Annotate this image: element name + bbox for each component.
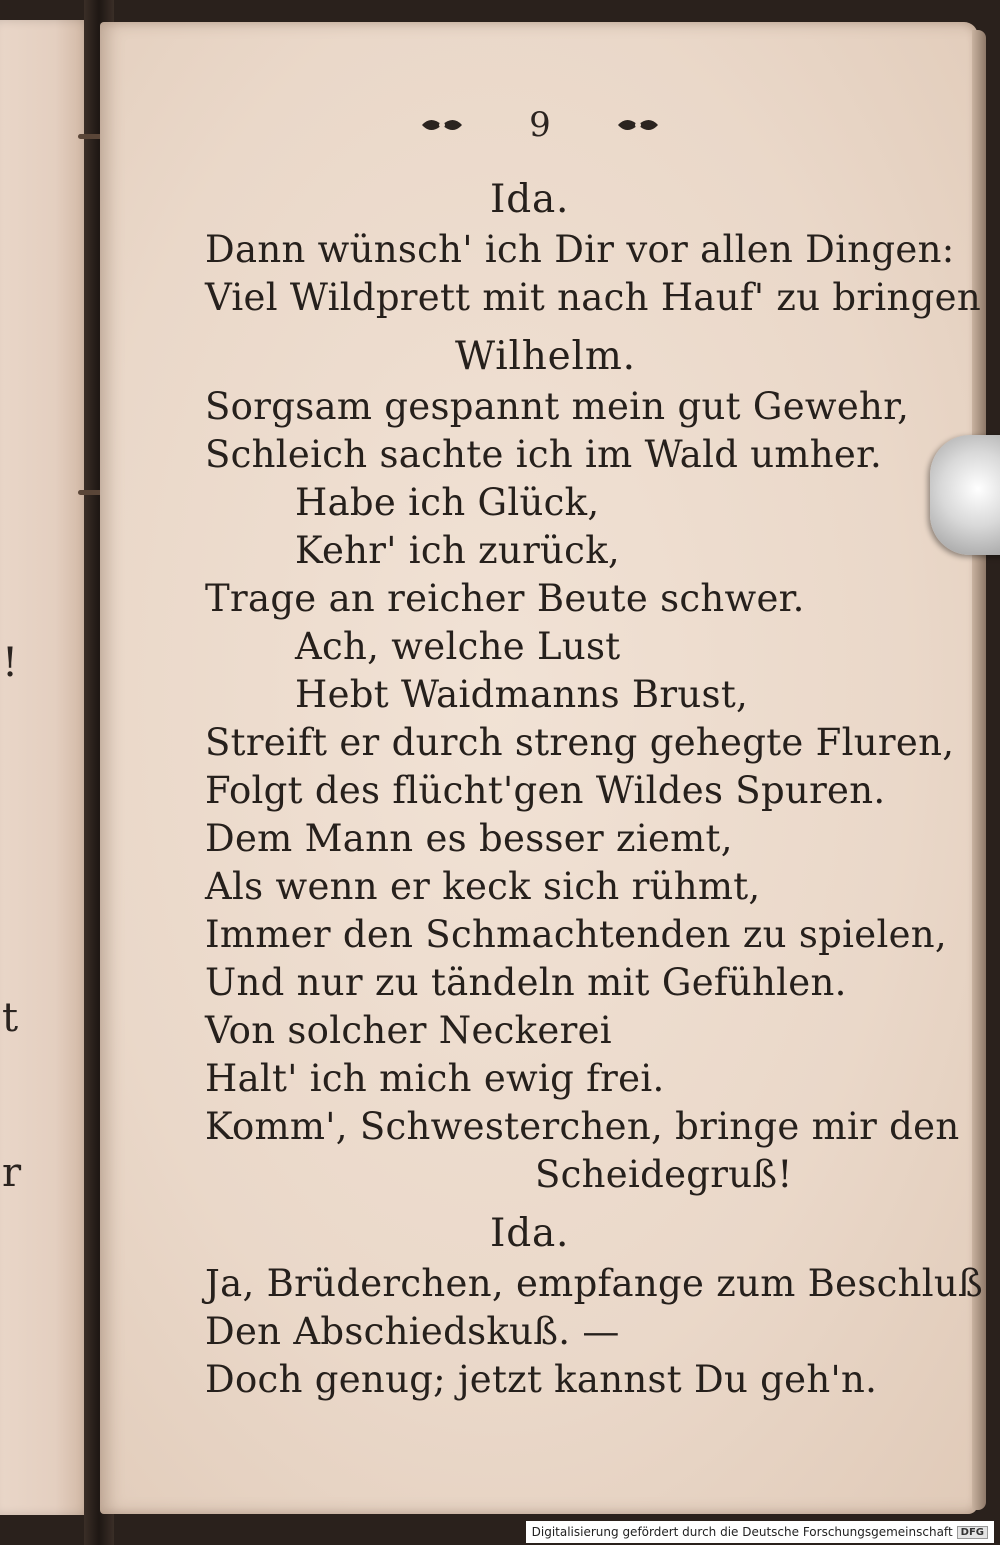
- page-header: [420, 100, 660, 150]
- verse-line: Den Abschiedskuß. —: [205, 1310, 620, 1353]
- verse-line: Als wenn er keck sich rühmt,: [205, 865, 761, 908]
- verse-line: Kehr' ich zurück,: [295, 529, 620, 572]
- fleuron-icon: [616, 114, 660, 136]
- verse-line: Schleich sachte ich im Wald umher.: [205, 433, 883, 476]
- page-number: 9: [529, 105, 551, 145]
- page-fragment: t: [2, 995, 19, 1041]
- verse-line: Halt' ich mich ewig frei.: [205, 1057, 665, 1100]
- verse-line: Dann wünsch' ich Dir vor allen Dingen:: [205, 228, 955, 271]
- verse-line: Komm', Schwesterchen, bringe mir den: [205, 1105, 960, 1148]
- verse-line: Dem Mann es besser ziemt,: [205, 817, 733, 860]
- page-fragment: !: [2, 640, 19, 686]
- page-fragment: r: [2, 1150, 22, 1196]
- verse-line: Hebt Waidmanns Brust,: [295, 673, 749, 716]
- verse-line: Folgt des flücht'gen Wildes Spuren.: [205, 769, 886, 812]
- digitization-credit: [526, 1521, 994, 1543]
- verse-line: Viel Wildprett mit nach Hauf' zu bringen: [205, 276, 981, 319]
- speaker-name: Wilhelm.: [455, 334, 636, 379]
- verse-line: Scheidegruß!: [535, 1153, 793, 1196]
- fleuron-icon: [420, 114, 464, 136]
- speaker-name: Ida.: [490, 1211, 570, 1256]
- previous-page-edge: [0, 20, 92, 1515]
- verse-line: Sorgsam gespannt mein gut Gewehr,: [205, 385, 910, 428]
- verse-line: Immer den Schmachtenden zu spielen,: [205, 913, 947, 956]
- verse-line: Von solcher Neckerei: [205, 1009, 612, 1052]
- page-clip-icon: [930, 435, 1000, 555]
- verse-line: Streift er durch streng gehegte Fluren,: [205, 721, 955, 764]
- verse-line: Ja, Brüderchen, empfange zum Beschluß: [205, 1262, 984, 1305]
- speaker-name: Ida.: [490, 177, 570, 222]
- verse-line: Und nur zu tändeln mit Gefühlen.: [205, 961, 847, 1004]
- verse-line: Ach, welche Lust: [295, 625, 621, 668]
- verse-line: Trage an reicher Beute schwer.: [205, 577, 805, 620]
- verse-line: Doch genug; jetzt kannst Du geh'n.: [205, 1358, 878, 1401]
- verse-line: Habe ich Glück,: [295, 481, 600, 524]
- dfg-logo: DFG: [957, 1526, 988, 1539]
- credit-text: Digitalisierung gefördert durch die Deutsche Forschungsgemeinschaft: [531, 1525, 953, 1539]
